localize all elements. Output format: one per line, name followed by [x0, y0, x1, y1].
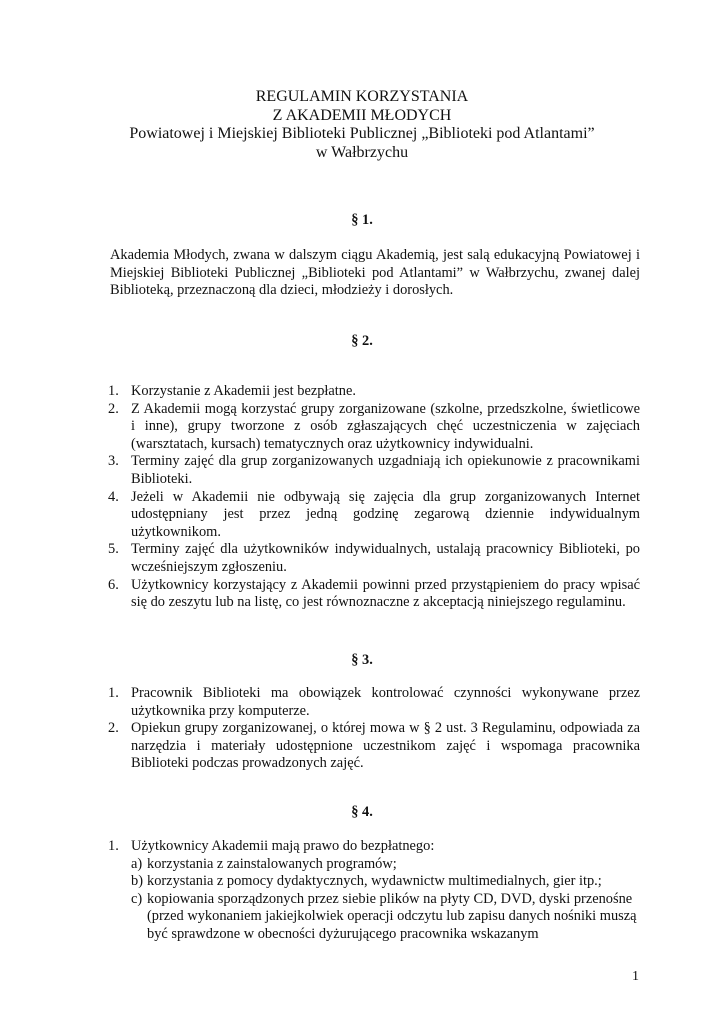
list-item: 1. Korzystanie z Akademii jest bezpłatne. [108, 383, 356, 399]
list-item: 1. Pracownik Biblioteki ma obowiązek kontrolować czynności wykonywane przez użytkownika przy komputerze. [108, 685, 640, 719]
section-1-paragraph: Akademia Młodych, zwana w dalszym ciągu Akademią, jest salą edukacyjną Powiatowej i Miejskiej Biblioteki Publicznej „Biblioteki pod Atlantami” w Wałbrzychu, zwanej dalej Biblioteką, przeznaczoną dla dzieci, młodzieży i dorosłych. [110, 247, 640, 299]
list-item: 1. Użytkownicy Akademii mają prawo do bezpłatnego: a) korzystania z zainstalowanych programów; b) korzystania z pomocy dydaktycznych, wydawnictw multimedialnych, gier itp.; c) kopiowania sporządzonych przez siebie plików na płyty CD, DVD, dyski przenośne (przed wykonaniem jakiejkolwiek operacji odczytu lub zapisu danych nośniki muszą być sprawdzone w obecności dyżurującego pracownika wskazanym [108, 838, 640, 944]
list-item: 2. Z Akademii mogą korzystać grupy zorganizowane (szkolne, przedszkolne, świetlicowe i inne), grupy tworzone z osób zgłaszających chęć uczestniczenia w zajęciach (warsztatach, kursach) tematycznych oraz użytkownicy indywidualni. [108, 400, 640, 452]
title-line-3: Powiatowej i Miejskiej Biblioteki Publicznej „Biblioteki pod Atlantami” [129, 125, 595, 142]
title-line-2: Z AKADEMII MŁODYCH [272, 106, 452, 124]
section-4-list [108, 838, 640, 944]
list-item: 5. Terminy zajęć dla użytkowników indywidualnych, ustalają pracownicy Biblioteki, po wcześniejszym zgłoszeniu. [108, 541, 640, 575]
section-2-heading: § 2. [351, 333, 373, 349]
sublist-item: a) korzystania z zainstalowanych programów; [131, 855, 397, 872]
section-4-sublist [131, 856, 640, 944]
document-title [0, 88, 724, 162]
section-1-heading: § 1. [351, 212, 373, 228]
sublist-item: c) kopiowania sporządzonych przez siebie plików na płyty CD, DVD, dyski przenośne (przed wykonaniem jakiejkolwiek operacji odczytu lub zapisu danych nośniki muszą być sprawdzone w obecności dyżurującego pracownika wskazanym [131, 890, 637, 942]
list-item: 2. Opiekun grupy zorganizowanej, o której mowa w § 2 ust. 3 Regulaminu, odpowiada za narzędzia i materiały udostępnione uczestnikom zajęć i wspomaga pracownika Biblioteki podczas prowadzonych zajęć. [108, 720, 640, 772]
section-4-heading: § 4. [351, 804, 373, 820]
section-2-list [108, 383, 640, 612]
title-line-1: REGULAMIN KORZYSTANIA [255, 88, 469, 105]
title-line-4: w Wałbrzychu [315, 143, 409, 161]
section-3-list [108, 685, 640, 773]
list-item: 3. Terminy zajęć dla grup zorganizowanych uzgadniają ich opiekunowie z pracownikami Biblioteki. [108, 453, 640, 487]
sublist-item: b) korzystania z pomocy dydaktycznych, wydawnictw multimedialnych, gier itp.; [131, 873, 602, 890]
list-item: 6. Użytkownicy korzystający z Akademii powinni przed przystąpieniem do pracy wpisać się do zeszytu lub na listę, co jest równoznaczne z akceptacją niniejszego regulaminu. [108, 576, 640, 611]
page-number: 1 [632, 969, 639, 984]
section-3-heading: § 3. [351, 652, 373, 668]
list-item: 4. Jeżeli w Akademii nie odbywają się zajęcia dla grup zorganizowanych Internet udostępniany jest przez jedną godzinę zegarową dziennie indywidualnym użytkownikom. [108, 488, 640, 540]
